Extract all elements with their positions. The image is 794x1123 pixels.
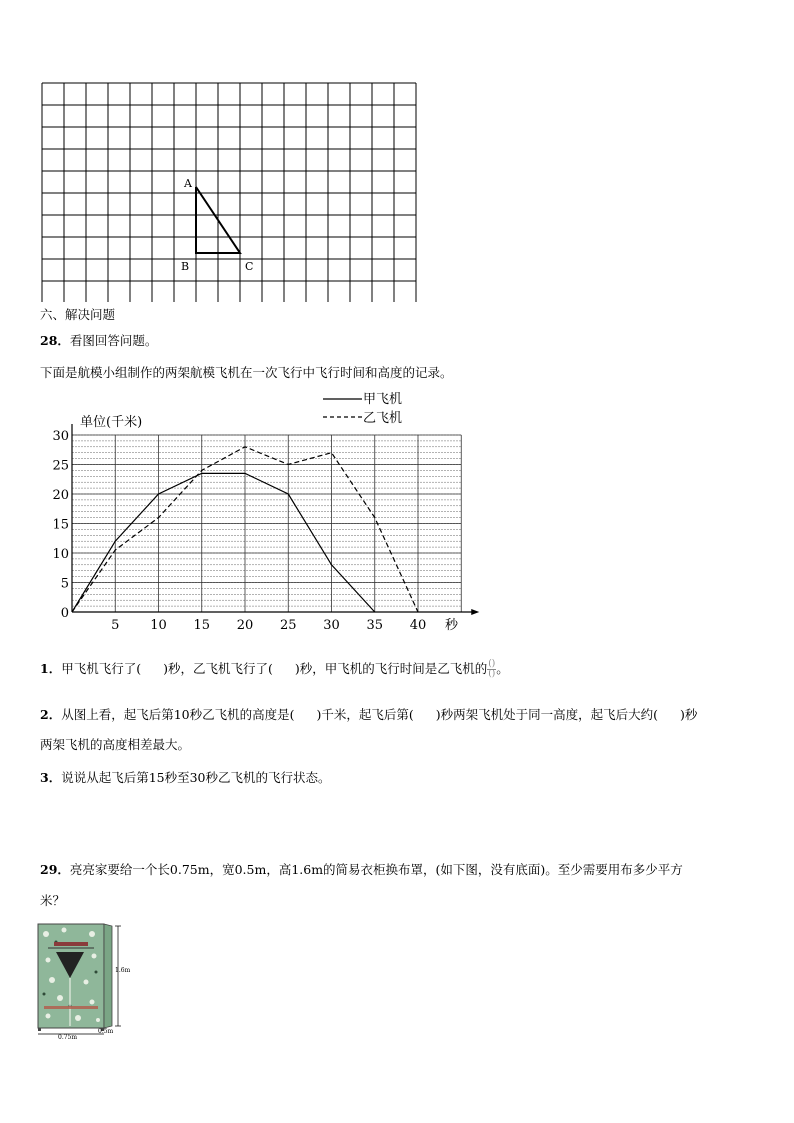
q28-sub3-text: 说说从起飞后第15秒至30秒乙飞机的飞行状态。 [61,770,331,785]
grid-figure [38,80,422,302]
chart-x-tick-label: 30 [323,618,340,633]
q28-sub1-end: 。 [496,661,509,676]
chart-y-tick-label: 10 [52,547,69,562]
q28-sub2-part-b: )千米，起飞后第( [316,707,414,722]
shelf-item [54,942,88,946]
chart-y-tick-label: 15 [52,517,69,533]
q28-sub3-number: 3． [40,770,62,785]
q28-sub2-line2: 两架飞机的高度相差最大。 [40,737,191,752]
chart-ticks [52,429,426,633]
q28-sub1-part-a: 甲飞机飞行了( [61,661,142,676]
wardrobe-illustration [34,922,134,1040]
chart-x-tick-label: 20 [236,618,254,633]
chart-x-tick-label: 10 [150,618,167,633]
q28-intro: 下面是航模小组制作的两架航模飞机在一次飞行中飞行时间和高度的记录。 [40,365,453,380]
chart-x-axis-arrow [471,609,479,615]
chart-y-tick-label: 30 [52,429,69,444]
q28-title: 看图回答问题。 [69,333,158,348]
fraction-top: () [488,659,496,669]
chart-x-axis-label: 秒 [445,618,459,633]
chart-grid [72,435,461,612]
length-dimension-label: 0.75m [58,1034,78,1040]
section-title: 六、解决问题 [40,307,116,322]
q28-sub3 [40,770,331,786]
q28-sub2-part-c: )秒两架飞机处于同一高度，起飞后大约( [435,707,659,722]
chart-y-tick-label: 5 [60,576,69,592]
q29-line2: 米？ [40,893,66,908]
wardrobe-side [104,924,112,1028]
chart-x-tick-label: 35 [366,618,384,633]
vertex-label-c: C [245,260,254,273]
label-strip [44,1006,98,1009]
q28-sub1 [40,660,509,679]
q28-sub1-part-c: )秒，甲飞机的飞行时间是乙飞机的 [294,661,488,676]
chart-y-axis-label: 单位(千米) [80,415,143,430]
chart-x-tick-label: 25 [279,618,297,633]
chart-y-tick-label: 20 [52,488,69,503]
q28-sub2-part-d: )秒 [680,707,698,722]
chart-x-tick-label: 15 [193,618,211,633]
chart-y-tick-label: 25 [52,458,69,474]
height-dimension-label: 1.6m [115,967,131,974]
legend-label-jia: 甲飞机 [363,392,403,407]
q29-number: 29． [40,862,70,877]
vertex-label-a: A [184,177,192,190]
grid-lines [42,83,416,302]
flight-chart [40,392,480,640]
q28-sub2-number: 2． [40,707,62,722]
q28-sub1-number: 1． [40,661,62,676]
q28-sub2-line1 [40,707,697,723]
q28-heading [40,333,157,349]
chart-x-tick-label: 40 [409,618,427,633]
legend-label-yi: 乙飞机 [363,411,403,426]
q28-sub1-fraction [487,660,496,679]
q29-text-line1: 亮亮家要给一个长0.75m，宽0.5m，高1.6m的简易衣柜换布罩，(如下图，没有底面)。至少需要用布多少平方 [69,862,683,877]
chart-y-tick-label: 0 [60,606,69,621]
q28-sub1-part-b: )秒，乙飞机飞行了( [163,661,273,676]
chart-legend [323,392,402,426]
width-dimension-label: 0.5m [98,1028,114,1035]
fraction-bottom: () [488,669,496,679]
vertex-label-b: B [181,260,190,273]
q28-sub2-part-a: 从图上看，起飞后第10秒乙飞机的高度是( [61,707,295,722]
q29-line1 [40,862,683,878]
q28-number: 28． [40,333,70,348]
chart-x-tick-label: 5 [111,618,120,633]
